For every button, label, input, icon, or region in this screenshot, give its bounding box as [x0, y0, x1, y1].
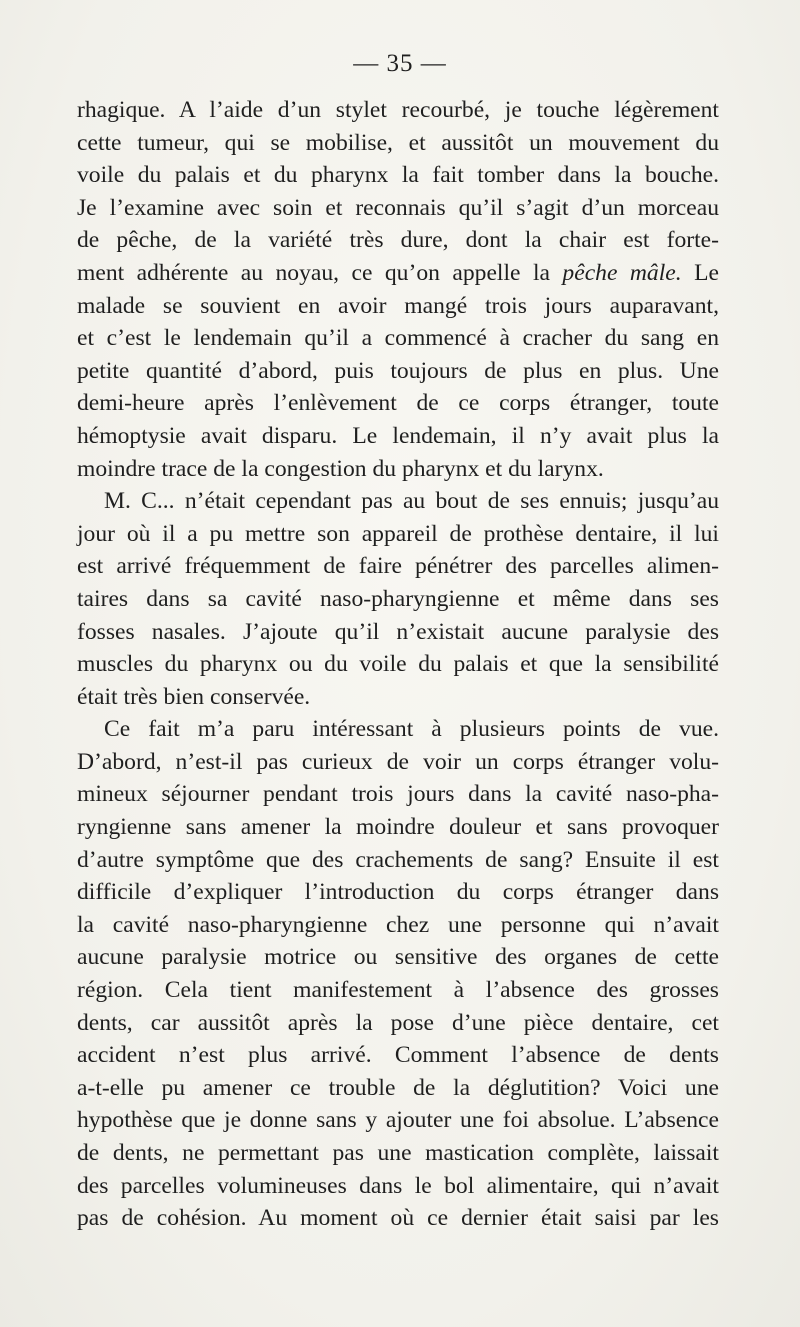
- text-line: des parcelles volumineuses dans le bol alimentaire, qui n’avait: [77, 1172, 719, 1199]
- text-line: dents, car aussitôt après la pose d’une pièce dentaire, cet: [77, 1009, 719, 1036]
- text-line: d’autre symptôme que des crachements de sang? Ensuite il est: [77, 846, 719, 873]
- text-line: hypothèse que je donne sans y ajouter une foi absolue. L’absence: [77, 1107, 719, 1134]
- text-line: et c’est le lendemain qu’il a commencé à cracher du sang en: [77, 325, 719, 352]
- text-line: région. Cela tient manifestement à l’absence des grosses: [77, 977, 719, 1004]
- text-line: difficile d’expliquer l’introduction du corps étranger dans: [77, 879, 719, 906]
- text-line: a-t-elle pu amener ce trouble de la déglutition? Voici une: [77, 1074, 719, 1101]
- text-line: moindre trace de la congestion du pharynx et du larynx.: [77, 455, 604, 482]
- text-line: de dents, ne permettant pas une mastication complète, laissait: [77, 1140, 719, 1166]
- text-line: pas de cohésion. Au moment où ce dernier était saisi par les: [77, 1205, 719, 1232]
- text-line: taires dans sa cavité naso-pharyngienne et même dans ses: [77, 585, 719, 612]
- text-line: muscles du pharynx ou du voile du palais et que la sensibilité: [77, 651, 719, 678]
- text-line: ment adhérente au noyau, ce qu’on appelle la pêche mâle. Le: [77, 259, 719, 286]
- text-line: la cavité naso-pharyngienne chez une personne qui n’avait: [77, 911, 719, 938]
- text-line: voile du palais et du pharynx la fait tomber dans la bouche.: [77, 162, 719, 189]
- text-line: petite quantité d’abord, puis toujours de plus en plus. Une: [77, 357, 719, 384]
- text-line: demi-heure après l’enlèvement de ce corps étranger, toute: [77, 390, 719, 417]
- text-line: jour où il a pu mettre son appareil de prothèse dentaire, il lui: [77, 520, 719, 547]
- text-line: accident n’est plus arrivé. Comment l’absence de dents: [77, 1042, 719, 1069]
- text-line: de pêche, de la variété très dure, dont la chair est forte-: [77, 227, 719, 254]
- text-line: rhagique. A l’aide d’un stylet recourbé, je touche légèrement: [77, 97, 719, 123]
- text-line: hémoptysie avait disparu. Le lendemain, il n’y avait plus la: [77, 422, 719, 449]
- text-line: Je l’examine avec soin et reconnais qu’il s’agit d’un morceau: [77, 194, 719, 221]
- text-line: malade se souvient en avoir mangé trois jours auparavant,: [77, 292, 719, 319]
- page-number: — 35 —: [353, 50, 447, 77]
- text-line: ryngienne sans amener la moindre douleur et sans provoquer: [77, 814, 719, 841]
- text-line: D’abord, n’est-il pas curieux de voir un corps étranger volu-: [77, 748, 719, 775]
- text-line: mineux séjourner pendant trois jours dans la cavité naso-pha-: [77, 781, 719, 808]
- text-line: cette tumeur, qui se mobilise, et aussitôt un mouvement du: [77, 129, 719, 156]
- text-line: M. C... n’était cependant pas au bout de ses ennuis; jusqu’au: [104, 488, 719, 515]
- text-line: était très bien conservée.: [77, 683, 311, 710]
- body-text: [77, 94, 719, 1235]
- text-line: Ce fait m’a paru intéressant à plusieurs points de vue.: [104, 716, 719, 743]
- italic-term: pêche mâle.: [562, 259, 682, 286]
- text-line: est arrivé fréquemment de faire pénétrer des parcelles alimen-: [77, 553, 719, 580]
- text-line: aucune paralysie motrice ou sensitive des organes de cette: [77, 944, 719, 971]
- text-line: fosses nasales. J’ajoute qu’il n’existait aucune paralysie des: [77, 618, 719, 645]
